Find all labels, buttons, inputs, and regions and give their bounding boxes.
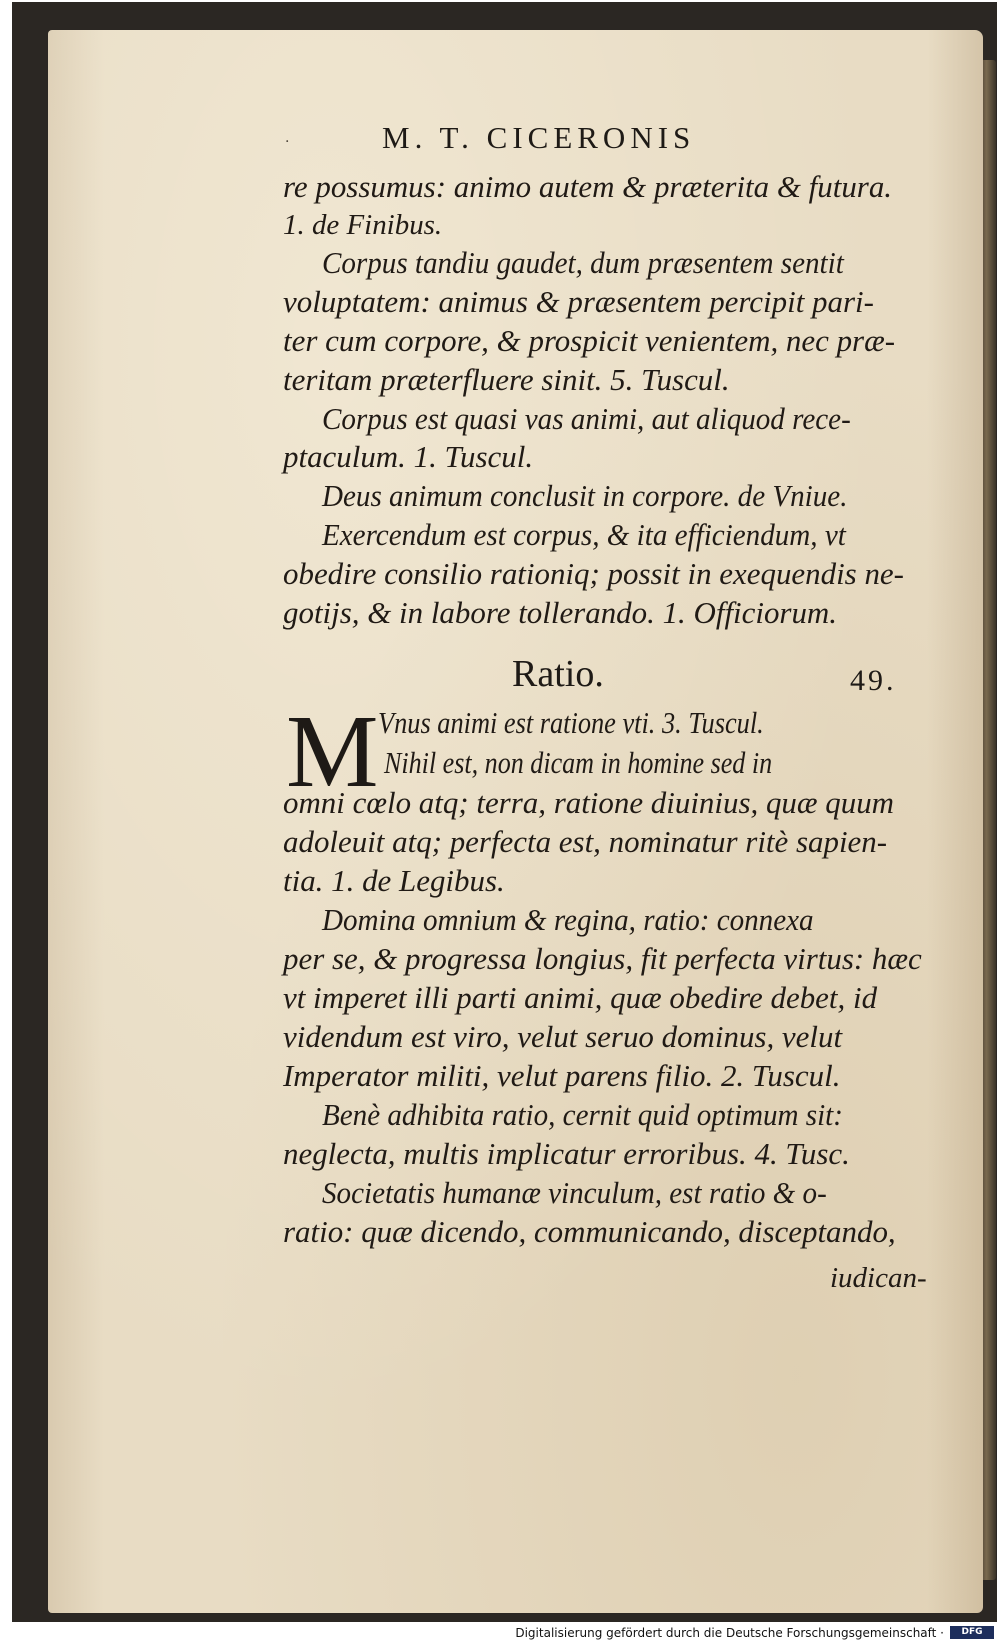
section-number: 49. — [850, 664, 897, 697]
text-line: Vnus animi est ratione vti. 3. Tuscul. — [378, 705, 764, 740]
catchword: iudican- — [830, 1262, 927, 1294]
drop-capital: M — [286, 694, 379, 809]
text-line: teritam præterfluere sinit. 5. Tuscul. — [283, 362, 730, 397]
text-line: Deus animum conclusit in corpore. de Vniue. — [322, 478, 848, 513]
text-line: obedire consilio rationiq; possit in exequendis ne- — [283, 556, 904, 591]
text-line: videndum est viro, velut seruo dominus, velut — [283, 1019, 843, 1054]
text-line: Imperator militi, velut parens filio. 2. Tuscul. — [283, 1058, 841, 1093]
footer-bar — [0, 1624, 1000, 1642]
text-line: ter cum corpore, & prospicit venientem, nec præ- — [283, 323, 896, 358]
text-line: ptaculum. 1. Tuscul. — [283, 439, 534, 474]
text-line: omni cœlo atq; terra, ratione diuinius, quæ quum — [283, 785, 895, 820]
text-line: voluptatem: animus & præsentem percipit pari- — [283, 284, 874, 319]
text-line: vt imperet illi parti animi, quæ obedire debet, id — [283, 980, 878, 1015]
head-mark: · — [285, 134, 290, 150]
text-line: Domina omnium & regina, ratio: connexa — [322, 902, 814, 937]
text-line: Nihil est, non dicam in homine sed in — [384, 745, 773, 780]
text-line: gotijs, & in labore tollerando. 1. Officiorum. — [283, 595, 838, 630]
text-line: adoleuit atq; perfecta est, nominatur ritè sapien- — [283, 824, 888, 859]
running-head: M. T. CICERONIS — [382, 120, 696, 155]
text-line: re possumus: animo autem & præterita & futura. — [283, 169, 893, 204]
funding-credit: Digitalisierung gefördert durch die Deutsche Forschungsgemeinschaft · — [515, 1626, 944, 1640]
section-heading: Ratio. — [512, 653, 604, 695]
text-line: per se, & progressa longius, fit perfecta virtus: hæc — [283, 941, 922, 976]
text-line: Benè adhibita ratio, cernit quid optimum sit: — [322, 1097, 843, 1132]
text-line: tia. 1. de Legibus. — [283, 863, 505, 898]
text-line: Exercendum est corpus, & ita efficiendum, vt — [322, 517, 846, 552]
dfg-logo-icon: DFG — [950, 1626, 994, 1639]
text-line: Corpus est quasi vas animi, aut aliquod rece- — [322, 401, 851, 436]
text-line: neglecta, multis implicatur erroribus. 4. Tusc. — [283, 1136, 850, 1171]
text-line: 1. de Finibus. — [283, 209, 443, 241]
text-line: ratio: quæ dicendo, communicando, disceptando, — [283, 1214, 896, 1249]
text-line: Societatis humanæ vinculum, est ratio & o- — [322, 1175, 827, 1210]
text-line: Corpus tandiu gaudet, dum præsentem sentit — [322, 245, 844, 280]
